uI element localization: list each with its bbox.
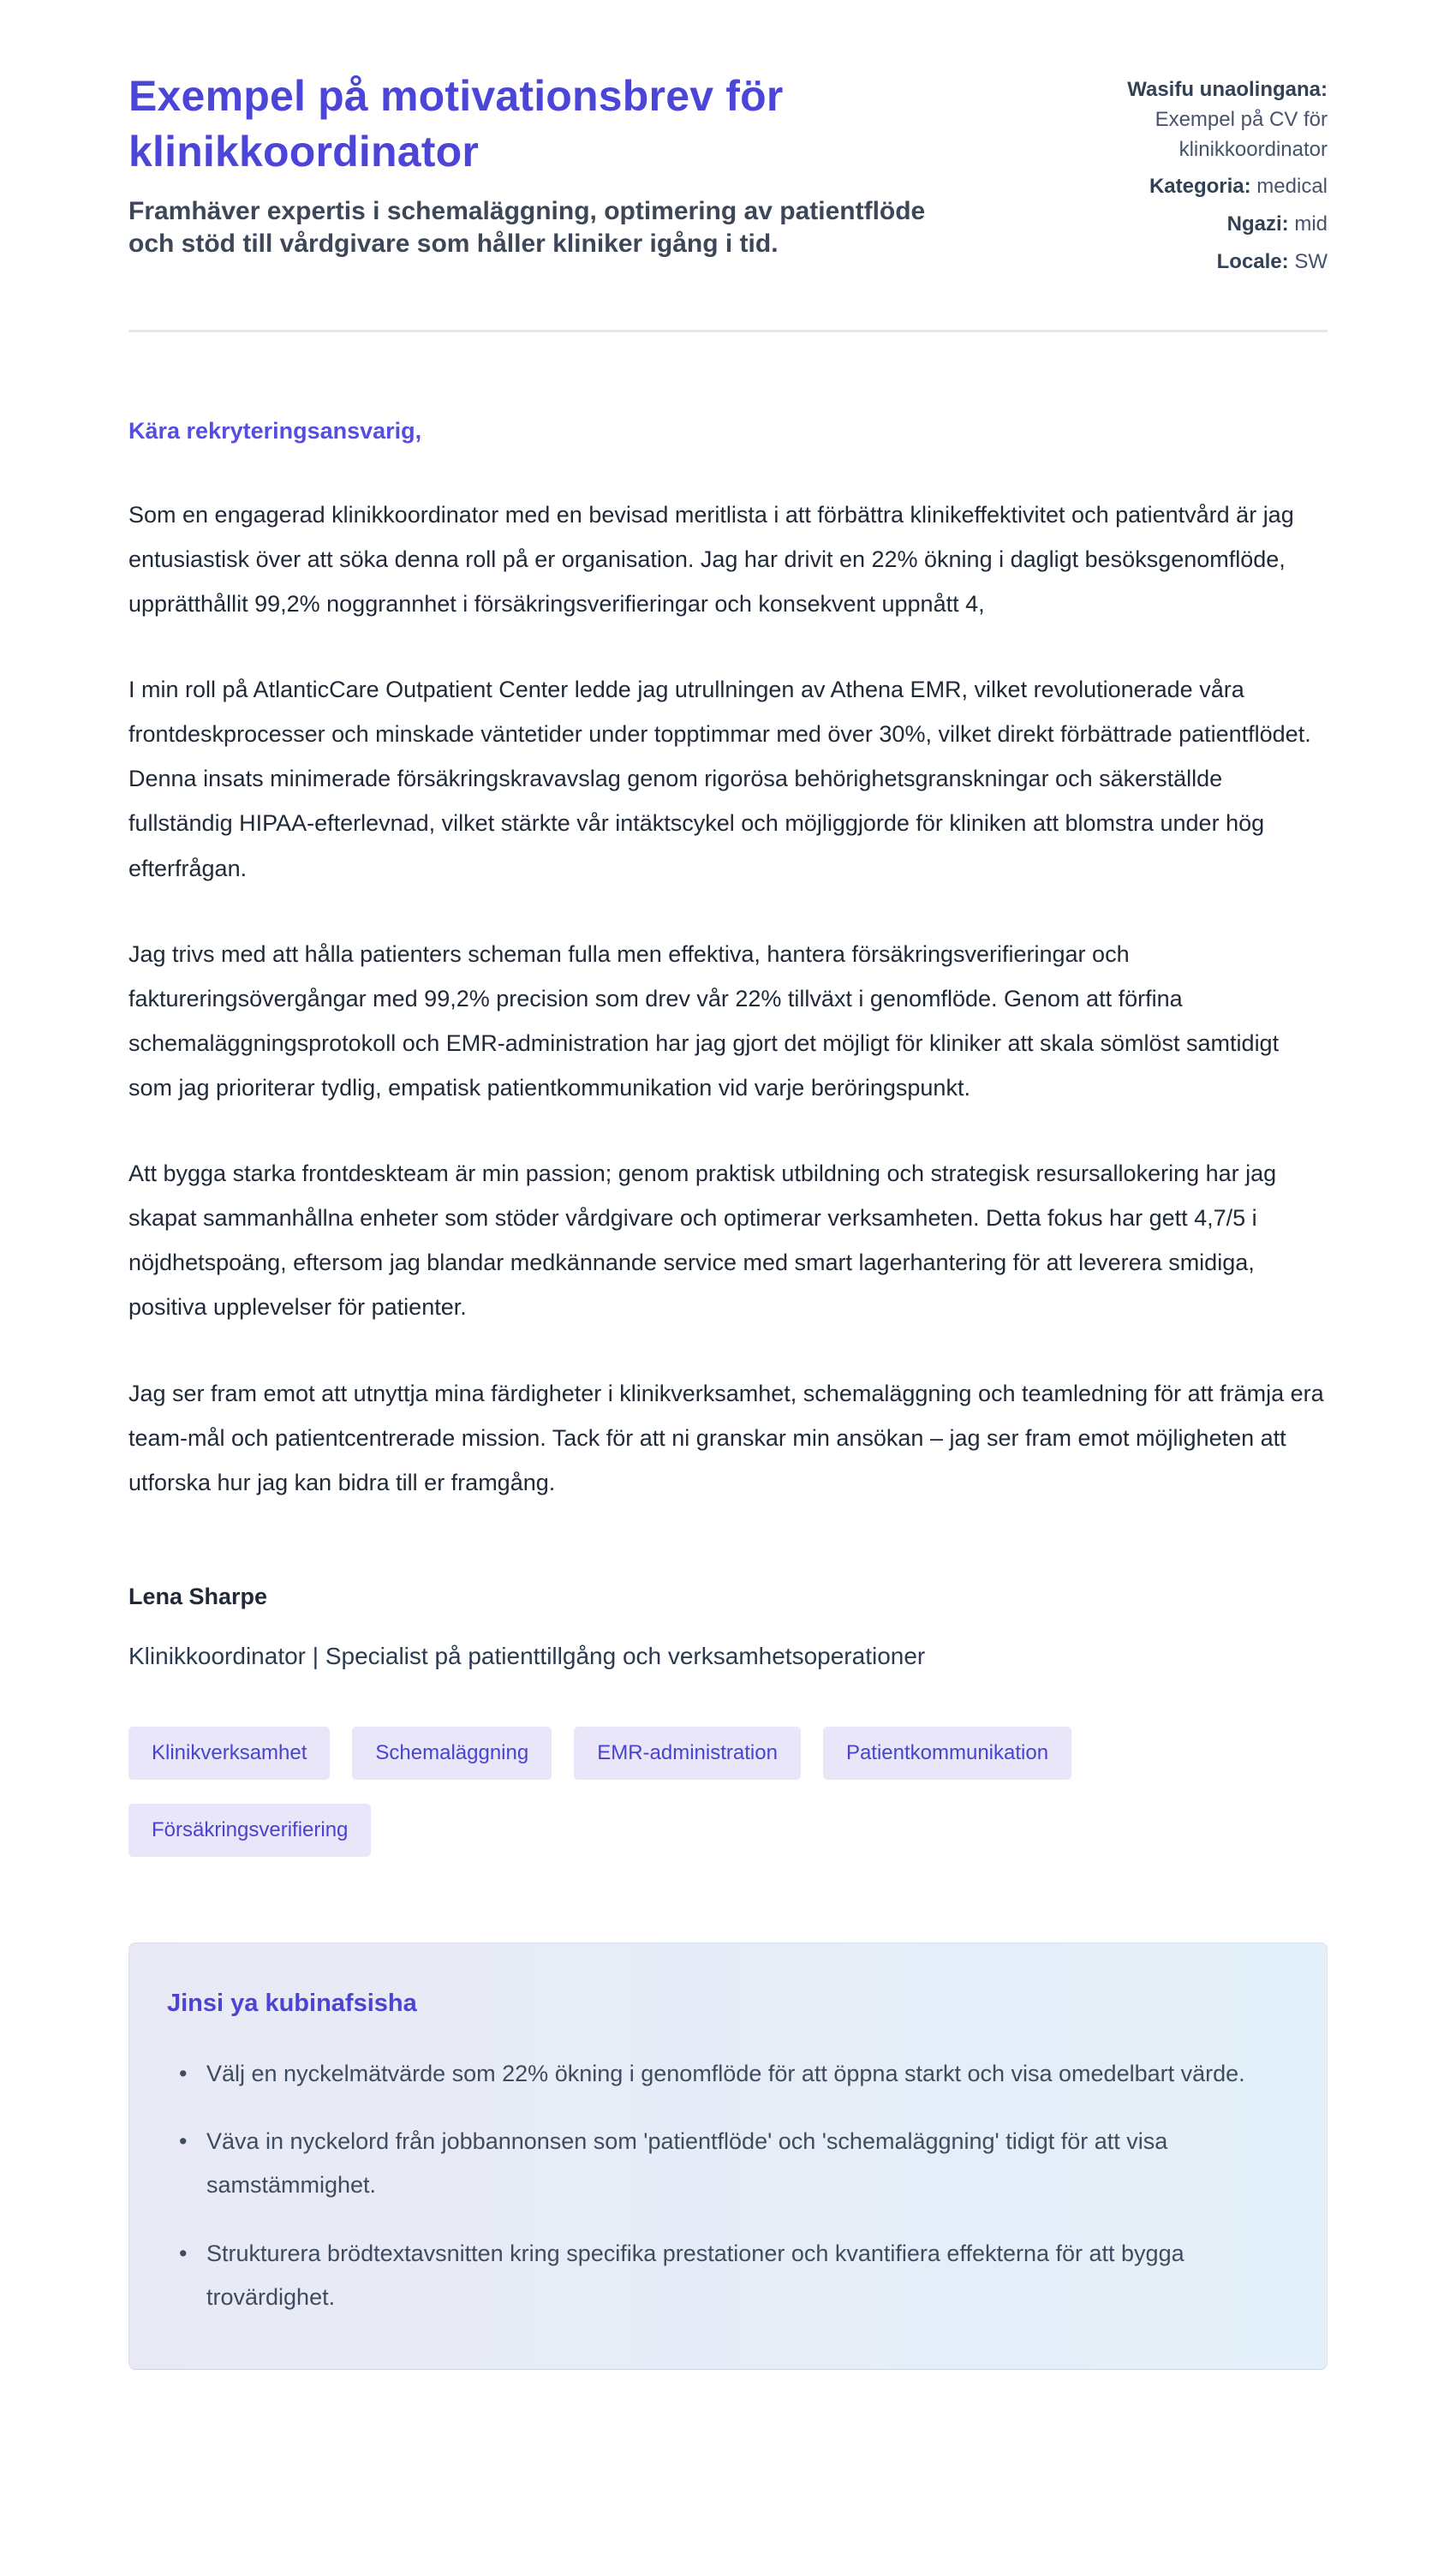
header-text-block [128,69,994,260]
meta-locale-value: SW [1294,249,1328,273]
meta-category [1113,172,1328,202]
page-title: Exempel på motivationsbrev för klinikkoordinator [128,72,784,176]
skill-tags [128,1727,1242,1857]
tips-item [167,2120,1275,2208]
skill-tag[interactable]: Schemaläggning [352,1727,552,1780]
letter-body [128,418,1328,2371]
tips-item-text: Väva in nyckelord från jobbannonsen som 'patientflöde' och 'schemaläggning' tidigt för att visa samstämmighet. [206,2128,1168,2199]
page-subtitle: Framhäver expertis i schemaläggning, optimering av patientflöde och stöd till vårdgivare som håller kliniker igång i tid. [128,197,926,259]
bullet-icon: • [179,2240,188,2266]
header-divider [128,330,1328,332]
letter-greeting: Kära rekryteringsansvarig, [128,417,422,444]
matching-resume-link[interactable]: Exempel på CV för klinikkoordinator [1155,107,1328,161]
meta-matching-resume [1113,75,1328,164]
meta-level-label: Ngazi: [1226,212,1289,236]
header [128,69,1328,285]
meta-level-value: mid [1294,212,1328,236]
skill-tag[interactable]: Patientkommunikation [823,1727,1071,1780]
letter-paragraph: I min roll på AtlanticCare Outpatient Center ledde jag utrullningen av Athena EMR, vilket revolutionerade våra frontdeskprocesser och minskade väntetider under topptimmar med över 30%, vilket direkt förbättrade patientflödet. Denna insats minimerade försäkringskravavslag genom rigorösa behörighetsgranskningar och säkerställde fullständig HIPAA-efterlevnad, vilket stärkte vår intäktscykel och möjliggjorde för kliniken att blomstra under hög efterfrågan. [128,677,1311,881]
signature-title: Klinikkoordinator | Specialist på patienttillgång och verksamhetsoperationer [128,1642,926,1669]
skill-tag[interactable]: EMR-administration [574,1727,801,1780]
letter-paragraph: Som en engagerad klinikkoordinator med en bevisad meritlista i att förbättra klinikeffektivitet och patientvård är jag entusiastisk över att söka denna roll på er organisation. Jag har drivit en 22% ökning i dagligt besöksgenomflöde, upprätthållit 99,2% noggrannhet i försäkringsverifieringar och konsekvent uppnått 4, [128,501,1294,617]
skill-tag[interactable]: Försäkringsverifiering [128,1804,371,1857]
meta-matching-label: Wasifu unaolingana: [1127,78,1328,101]
signature-name: Lena Sharpe [128,1583,268,1609]
tips-item [167,2232,1275,2320]
bullet-icon: • [179,2128,188,2155]
bullet-icon: • [179,2060,188,2086]
tips-heading: Jinsi ya kubinafsisha [167,1989,417,2017]
letter-paragraph: Jag ser fram emot att utnyttja mina färdigheter i klinikverksamhet, schemaläggning och teamledning för att främja era team-mål och patientcentrerade mission. Tack för att ni granskar min ansökan – jag ser fram emot möjligheten att utforska hur jag kan bidra till er framgång. [128,1380,1324,1495]
skill-tag[interactable]: Klinikverksamhet [128,1727,330,1780]
meta-category-label: Kategoria: [1149,175,1251,199]
tips-item-text: Strukturera brödtextavsnitten kring specifika prestationer och kvantifiera effekterna för att bygga trovärdighet. [206,2240,1184,2311]
letter-paragraph: Att bygga starka frontdeskteam är min passion; genom praktisk utbildning och strategisk resursallokering har jag skapat sammanhållna enheter som stöder vårdgivare och optimerar verksamheten. Detta fokus har gett 4,7/5 i nöjdhetspoäng, eftersom jag blandar medkännande service med smart lagerhantering för att leverera smidiga, positiva upplevelser för patienter. [128,1161,1277,1321]
meta-level [1113,210,1328,240]
customization-tips-box [128,1942,1328,2370]
tips-list [167,2052,1275,2319]
meta-locale [1113,248,1328,277]
meta-panel [1113,69,1328,285]
meta-locale-label: Locale: [1216,249,1289,273]
letter-paragraph: Jag trivs med att hålla patienters scheman fulla men effektiva, hantera försäkringsverifieringar och faktureringsövergångar med 99,2% precision som drev vår 22% tillväxt i genomflöde. Genom att förfina schemaläggningsprotokoll och EMR-administration har jag gjort det möjligt för kliniker att skala sömlöst samtidigt som jag prioriterar tydlig, empatisk patientkommunikation vid varje beröringspunkt. [128,940,1280,1101]
tips-item [167,2052,1275,2096]
meta-category-value: medical [1256,175,1328,199]
tips-item-text: Välj en nyckelmätvärde som 22% ökning i genomflöde för att öppna starkt och visa omedelbart värde. [206,2060,1245,2086]
